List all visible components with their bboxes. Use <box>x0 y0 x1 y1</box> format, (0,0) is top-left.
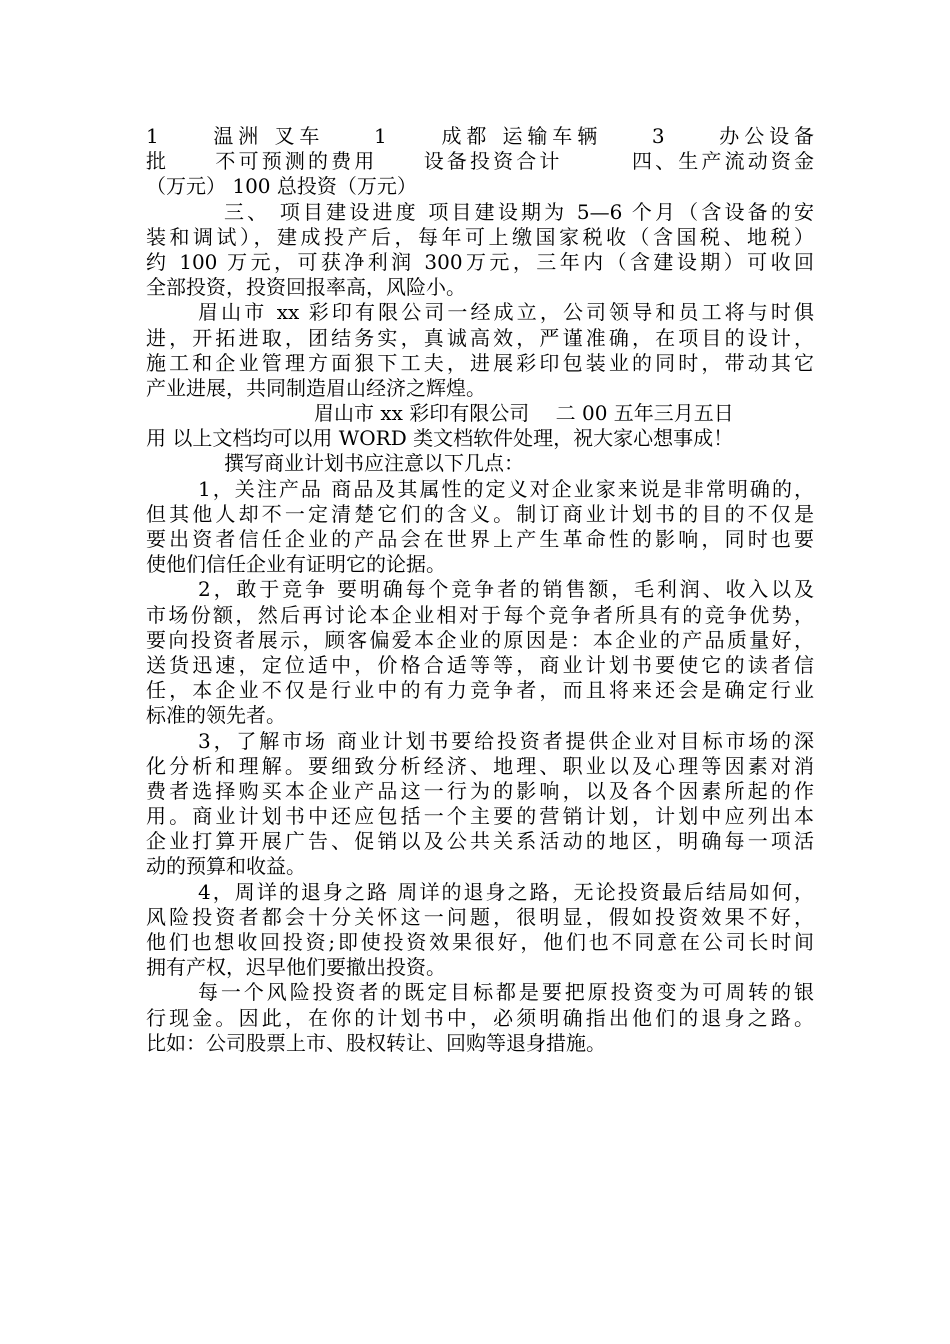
text-line: 约 100 万元，可获净利润 300万元，三年内（含建设期）可收回 <box>146 249 814 274</box>
text-line: 标准的领先者。 <box>146 703 286 728</box>
text-line: 费者选择购买本企业产品这一行为的影响，以及各个因素所起的作 <box>146 778 814 803</box>
text-line: 比如：公司股票上市、股权转让、回购等退身措施。 <box>146 1030 606 1055</box>
paragraph-start-line: 眉山市 xx 彩印有限公司一经成立，公司领导和员工将与时俱 <box>198 300 814 325</box>
text-line: 化分析和理解。要细致分析经济、地理、职业以及心理等因素对消 <box>146 753 814 778</box>
text-line: 要向投资者展示，顾客偏爱本企业的原因是：本企业的产品质量好， <box>146 627 814 652</box>
text-line: 全部投资，投资回报率高，风险小。 <box>146 275 466 300</box>
text-line: 施工和企业管理方面狠下工夫，进展彩印包装业的同时，带动其它 <box>146 350 814 375</box>
text-line: 用 以上文档均可以用 WORD 类文档软件处理，祝大家心想事成！ <box>146 426 734 451</box>
text-line: 市场份额，然后再讨论本企业相对于每个竞争者所具有的竞争优势， <box>146 602 814 627</box>
document-body <box>146 124 814 1056</box>
signature-line: 眉山市 xx 彩印有限公司 二 00 五年三月五日 <box>314 401 734 426</box>
text-line: 但其他人却不一定清楚它们的含义。制订商业计划书的目的不仅是 <box>146 501 814 526</box>
text-line: 用。商业计划书中还应包括一个主要的营销计划，计划中应列出本 <box>146 804 814 829</box>
text-line: 拥有产权，迟早他们要撤出投资。 <box>146 955 446 980</box>
text-line: 任，本企业不仅是行业中的有力竞争者，而且将来还会是确定行业 <box>146 678 814 703</box>
text-line: 他们也想收回投资;即使投资效果很好，他们也不同意在公司长时间 <box>146 930 814 954</box>
paragraph-start-line: 1，关注产品 商品及其属性的定义对企业家来说是非常明确的， <box>198 476 814 501</box>
text-line: 企业打算开展广告、促销以及公共关系活动的地区，明确每一项活 <box>146 829 814 854</box>
paragraph-start-line: 每一个风险投资者的既定目标都是要把原投资变为可周转的银 <box>198 980 814 1005</box>
paragraph-start-line: 2，敢于竞争 要明确每个竞争者的销售额，毛利润、收入以及 <box>198 577 814 602</box>
section-heading: 撰写商业计划书应注意以下几点： <box>224 451 524 476</box>
paragraph-start-line: 3，了解市场 商业计划书要给投资者提供企业对目标市场的深 <box>198 728 814 753</box>
text-line: 批 不可预测的费用 设备投资合计 四、生产流动资金 <box>146 149 814 174</box>
text-line: 风险投资者都会十分关怀这一问题，很明显，假如投资效果不好， <box>146 904 814 929</box>
text-line: 产业进展，共同制造眉山经济之辉煌。 <box>146 375 486 400</box>
text-line: 进，开拓进取，团结务实，真诚高效，严谨准确，在项目的设计， <box>146 325 814 350</box>
text-line: 1 温洲 叉车 1 成都 运输车辆 3 办公设备 <box>146 124 814 148</box>
paragraph-start-line: 三、 项目建设进度 项目建设期为 5—6 个月（含设备的安 <box>224 199 814 224</box>
text-line: 送货迅速，定位适中，价格合适等等，商业计划书要使它的读者信 <box>146 652 814 677</box>
text-line: 行现金。因此，在你的计划书中，必须明确指出他们的退身之路。 <box>146 1005 814 1030</box>
text-line: 使他们信任企业有证明它的论据。 <box>146 552 446 577</box>
text-line: 要出资者信任企业的产品会在世界上产生革命性的影响，同时也要 <box>146 527 814 551</box>
paragraph-start-line: 4，周详的退身之路 周详的退身之路，无论投资最后结局如何， <box>198 879 814 904</box>
text-line: 动的预算和收益。 <box>146 854 306 879</box>
text-line: （万元） 100 总投资（万元） <box>146 174 417 199</box>
text-line: 装和调试），建成投产后，每年可上缴国家税收（含国税、地税） <box>146 224 814 249</box>
